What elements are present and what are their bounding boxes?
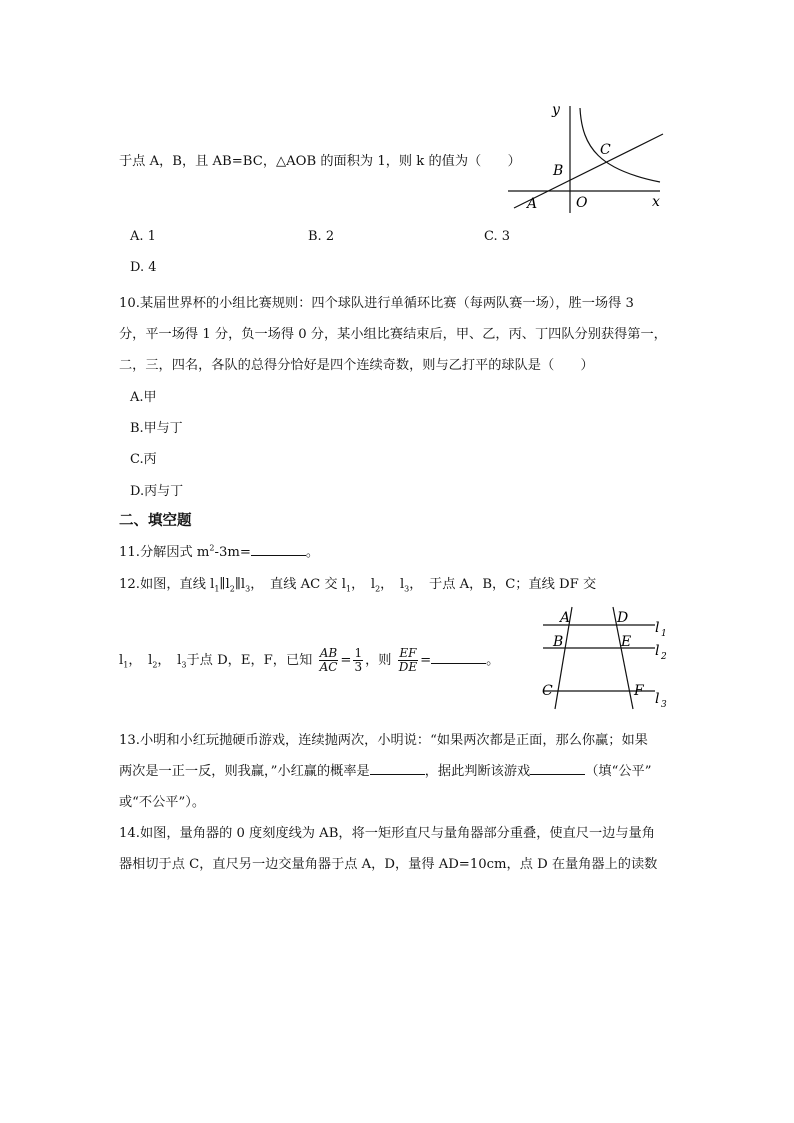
q12-text: ， l: [351, 577, 376, 592]
label-B: B: [553, 634, 564, 650]
subscript: 3: [245, 584, 251, 594]
subscript: 2: [229, 584, 235, 594]
label-C: C: [542, 683, 553, 699]
q12-text: ∥l: [219, 577, 230, 592]
q13-line2: [119, 760, 651, 779]
q9-option-d: D. 4: [130, 260, 157, 275]
q10-option-d: D.丙与丁: [130, 484, 184, 499]
q11-exponent: 2: [209, 543, 215, 553]
denominator: 3: [354, 660, 363, 674]
label-x: x: [652, 194, 660, 210]
q12-text: ∥l: [234, 577, 246, 592]
q10-line2: 分，平一场得 1 分，负一场得 0 分，某小组比赛结束后，甲、乙，丙、丁四队分别获得第一，: [119, 327, 667, 342]
label-B: B: [553, 163, 564, 179]
label-A: A: [560, 610, 571, 626]
q9-option-a: A. 1: [130, 229, 156, 244]
q13-text: 两次是一正一反，则我赢，”小红赢的概率是: [119, 764, 370, 779]
q13-text: （填“公平”: [585, 764, 652, 779]
subscript: 3: [404, 584, 410, 594]
label-E: E: [621, 634, 632, 650]
fraction-one-third: [353, 647, 363, 674]
subscript: 2: [375, 584, 381, 594]
q12-text: 12.如图，直线 l: [119, 577, 215, 592]
q13-line1: 13.小明和小红玩抛硬币游戏，连续抛两次，小明说：“如果两次都是正面，那么你赢；如果: [119, 733, 648, 748]
q13-probability-blank[interactable]: [370, 762, 425, 775]
label-l1: l: [655, 620, 660, 636]
q12-text: 。: [486, 653, 500, 668]
q11-end: 。: [305, 545, 320, 560]
q14-line2: 器相切于点 C，直尺另一边交量角器于点 A，D，量得 AD=10cm，点 D 在量角器上的读数: [119, 857, 658, 872]
q11-line: [119, 541, 319, 560]
q12-parallel-lines-figure: [535, 604, 675, 714]
subscript: 1: [345, 584, 352, 594]
numerator: EF: [399, 646, 417, 660]
q12-text: ， l: [157, 653, 182, 668]
label-l3-sub: 3: [661, 700, 667, 710]
label-A: A: [527, 196, 538, 212]
q12-text: ，则: [365, 653, 392, 668]
section-title: 二、填空题: [119, 513, 192, 529]
label-l2-sub: 2: [661, 652, 667, 662]
q14-line1: 14.如图，量角器的 0 度刻度线为 AB，将一矩形直尺与量角器部分重叠，使直尺一边与量角: [119, 826, 655, 841]
label-y: y: [552, 102, 560, 118]
q12-answer-blank[interactable]: [431, 651, 486, 664]
fraction-ab-ac: [319, 647, 339, 674]
subscript: 3: [181, 660, 187, 670]
q9-stem: 于点 A，B，且 AB=BC，△AOB 的面积为 1，则 k 的值为（ ）: [119, 154, 521, 169]
q10-option-a: A.甲: [130, 390, 157, 405]
q13-text: ，据此判断该游戏: [424, 764, 531, 779]
subscript: 1: [214, 584, 220, 594]
q12-text: 于点 D，E，F，已知: [186, 653, 313, 668]
q10-option-b: B.甲与丁: [130, 421, 183, 436]
q9-option-c: C. 3: [484, 229, 511, 244]
label-F: F: [634, 683, 644, 699]
subscript: 1: [123, 660, 129, 670]
q10-option-c: C.丙: [130, 452, 157, 467]
q13-line3: 或“不公平”）。: [119, 795, 206, 810]
denominator: AC: [319, 660, 338, 674]
label-l3: l: [655, 691, 660, 707]
q11-suffix: -3m=: [214, 545, 251, 560]
q12-text: ， 直线 AC 交 l: [250, 577, 346, 592]
q12-line1: [119, 573, 596, 594]
q10-line1: 10.某届世界杯的小组比赛规则：四个球队进行单循环比赛（每两队赛一场），胜一场得 3: [119, 296, 634, 311]
q12-line2: [119, 647, 499, 674]
q10-line3: 二，三，四名，各队的总得分恰好是四个连续奇数，则与乙打平的球队是（ ）: [119, 358, 594, 373]
q9-option-b: B. 2: [308, 229, 335, 244]
q13-fairness-blank[interactable]: [530, 762, 585, 775]
label-D: D: [617, 610, 629, 626]
q12-text: ， l: [380, 577, 405, 592]
label-l1-sub: 1: [661, 629, 667, 639]
denominator: DE: [398, 660, 418, 674]
hyperbola-curve: [580, 108, 660, 182]
label-C: C: [600, 142, 611, 158]
numerator: AB: [319, 646, 338, 660]
q12-text: ， l: [128, 653, 153, 668]
q11-answer-blank[interactable]: [251, 543, 306, 556]
fraction-ef-de: [398, 647, 418, 674]
subscript: 2: [152, 660, 158, 670]
q11-prefix: 11.分解因式 m: [119, 545, 210, 560]
label-O: O: [576, 195, 588, 211]
equals-sign: =: [340, 653, 352, 668]
q9-graph: [500, 98, 675, 218]
q12-text: l: [119, 653, 124, 668]
label-l2: l: [655, 643, 660, 659]
q12-text: =: [420, 653, 432, 668]
q12-text: ， 于点 A，B，C；直线 DF 交: [409, 577, 597, 592]
numerator: 1: [354, 646, 363, 660]
